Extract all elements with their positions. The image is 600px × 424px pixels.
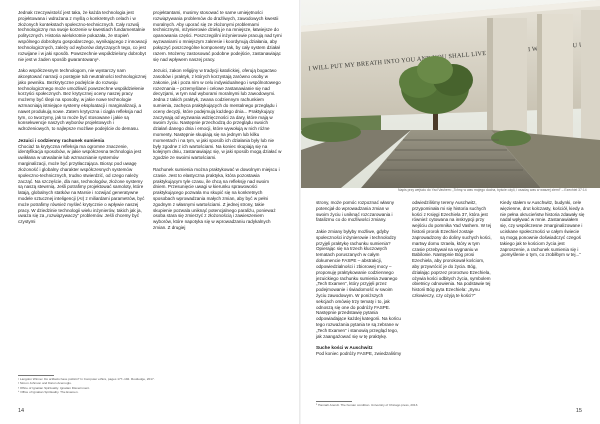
page-number-left: 14 — [18, 408, 25, 414]
page-number-right: 15 — [575, 408, 582, 414]
footnote-divider — [18, 375, 54, 376]
paragraph: strony, może pomóc rozpoznać własny potencjał do wprowadzania zmian w swoim życiu i uniknąć rozczarowania i fatalizmu co do możliwości zmiany. — [316, 200, 395, 223]
footnote: ⁵ Hannah Arendt. The human condition. University of Chicago press, 2013. — [316, 403, 419, 407]
section-heading: Jezuici i codzienny rachunek sumienia — [18, 137, 105, 143]
right-column-1 — [316, 200, 402, 363]
paragraph: Chociaż ta krytyczna refleksja ma ogromne znaczenie, identyfikacja sposobów, w jakie współczesna technologia jest uwikłana w utrwalanie lub wzmacnianie systemów marginalizacji, może być przytłaczająca. Biorąc pod uwagę złożoność i globalny charakter współczesnych systemów społeczno-technicznych, trudno stwierdzić, od czego należy zacząć. Na szczęście, dla nas, technologów, złożone systemy są naszą stewrnią. Jeśli potrafimy projektować samoloty, które latają, globalnych statków na Marsie i rozwijać generatywne modele sztucznej inteligencji (AI) z miliardami parametrów, być może potrafimy również myśleć krytycznie o wpływie naszej pracy. W dziedzinie technologii wielu inżynierów, takich jak ja, uważa się za „rozwiązywaczy” problemów. Jeśli chcemy być czystymi — [18, 143, 145, 225]
footnote: ³ Office of Ignatian Spirituality. Ignatian Discernment. — [18, 385, 90, 390]
paragraph: Jako współczesnym technologom, nie wystarczy nam akceptować narracji o postępie tub neutralności technologicznej jako pewniku. Bezkrytyczne podejście do rozwoju technologicznego może umożliwić powszechne współdzielenie korzyści społecznych. Bez krytycznej oceny naszej pracy możemy być ślepi na sposoby, w jakie nowe technologie wzmacniają istniejące systemy eksploatacji i marginalizacji, a nawet produkują nowe. Zatem krytyczna i ciągła refleksja nad tym, co tworzymy, jak to może być stosowane i jakie są konsekwencje naszych wyborów projektowych i wdrożeniowych, to najlepsze możliwe podejście do demasu. — [18, 68, 147, 132]
paragraph: Jednak rzeczywistość jest taka, że każda technologia jest projektowana i wdrażana z myślą o konkretnych celach i w złożonych kontekstach społeczno-technicznych. Cały rozwój technologiczny ma swoje korzenie w kwestiach fundamentalnie politycznych. Historia wielokrotnie pokazała, że stopień wspólnego dobrobytu gospodarczego, wynikającego z innowacji technologicznych, zależy od wyborów dotyczących tego, co jest rozwijane i w jaki sposób. Powszechnie współdzielony dobrobyt nie jest w żaden sposób gwarantowany¹. — [18, 10, 147, 62]
footnote: ² Simon Johnson and Daron Acemoglu. — [18, 381, 72, 386]
footnote: ⁴ Office of Ignatian Spirituality. The Examen. — [18, 389, 79, 394]
footnote: ¹ Langdon Winner. Do artifacts have politics? In Computer ethics, pages 177–192. Routledge, 2017. — [18, 377, 155, 381]
left-column-2 — [153, 10, 283, 237]
footnote-divider — [316, 401, 352, 402]
paragraph: Pod koniec podróży FASPE, zwiedzaliśmy — [316, 351, 402, 357]
yad-vashem-photo — [301, 0, 600, 188]
paragraph: Jakie zmiany byłyby możliwe, gdyby społeczności inżynierowie i technolodzy przyjęli praktykę rachunku sumienia? Opierając się na trzech kluczowych tematach poruszanych w całym dokumencie FASPE – abstrakcji, odpowiedzialności i zbiorowej mocy – proponuję praktykowanie codziennego jezuickiego rachunku sumienia zwanego „Tech Examen”, który przyjęli przez podejmowanie i świadomość w swoim życiu zawodowym. W poniższych sekcjach omówię trzy tematy i to, jak odnoszą się one do podróży FASPE. Następnie przedstawię pytania odpowiadające każdej kategorii. Na końcu tego rozważania pytania te są zebrane w „Tech Examen” i stanowią przegląd tego, jak zaangażować się w tę praktykę. — [316, 229, 401, 339]
left-column-1 — [18, 10, 147, 231]
right-column-3 — [500, 200, 585, 264]
section-heading: Suche kości w Auschwitz — [316, 345, 373, 351]
photo-illustration — [301, 0, 600, 188]
paragraph: projektantami, musimy stosować te same umiejętności rozwiązywania problemów do drażliwych, zawodowych kwestii moralnych. Aby uporać się ze złożonymi problemami technicznymi, inżynierowie dzielą je na mniejsze, łatwiejsze do opanowania części. Poszczególni inżynierowie pracują nad tymi wyzwaniami o mniejszym zakresie i koordynują działania, aby połączyć poszczególne komponenty tak, by cały system działał razem. Możemy zastosować podobne podejście, zastanawiając się nad wpływem naszej pracy. — [153, 10, 282, 62]
paragraph: Rachunek sumienia można praktykować w dowolnym miejscu i czasie. Jest to elastyczna praktyka, która pozostawia praktykującym tyle czasu, ile chcą na refleksję nad swoim dniem. Przesunięcie uwagi w kierunku sprawowości praktykującego pozwala mu skupić się na konkretnych sposobach wprowadzania małych zmian, aby być w pełni zgodnym z własnymi wartościami. Z jednej strony, takie skupienie pozwala uniknąć potencjalnego paraliżu, ponieważ osoba stara się zmierzyć z złożonością i zawieszeniem wyborów, które napotyka się w wprowadzaniu radykalnych zmian. Z drugiej — [153, 166, 280, 231]
paragraph: Kiedy stałem w Auschwitz, budynki, cele więzienne, drut kolczasty, kościół, kiedy a nie pełna okrucieństw historia zdawały się nadal wpływać w mnie. Zastanawiałem się, czy współczesne zmarginalizowane i uciskane społeczności w całym świecie są mogą ponownie doświadczyć czegoś takiego jak te kościom życia jest zaproszenie, a rachunek sumienia się i „pomyślenie o tym, co zrobiłbym w tej...” — [500, 200, 585, 258]
photo-caption: Napis przy wejściu do Yad Vashem: „Tchnę w was mojego ducha, byście ożyli, i osadzę was w waszej ziemi” – Ezechiel 37:14 — [398, 188, 587, 192]
paragraph: Jezuici, zakon religijny w tradycji katolickiej, oferują bogactwo zasobów i praktyk, z których korzystają zarówno osoby w zakonie, jak i poza nim w celu indywidualnego i wspólnotowego rozeznania – przemyślane i celowe zastanawianie się nad decyzjami, w tym nad wyborami moralnymi lub zawodowymi. Jedna z takich praktyk, zwana codziennym rachunkiem sumienia, zachęca praktykujących do mentalnego przeglądu i oceny decyzji, które podejmują każdego dnia... Praktykujący zaczynają od wyzwania wdzięczności za dary, które mają w swoim życiu. Następnie przechodzą do przeglądu swoich działań danego dnia i emocji, które wywołują w nich różne momenty. Następnie skupiają się na jednym lub kilku momentach i na tym, w jaki sposób ich działania były lub nie były zgodne z ich wartościami. Na koniec skupiają się na kolejnym dniu, zastanawiając się, w jaki sposób mogą działać w zgodzie ze swoimi wartościami. — [153, 68, 282, 161]
footnotes — [18, 377, 198, 394]
paragraph: odwiedziliśmy tereny Auschwitz, przypominała mi się historia suchych kości z Księgi Ezechiela 37, która jest również cytowana na inskrypcji przy wejściu do pomnika Yad Vashem. W tej historii prorok Ezechiel zostaje zaprowadzony do doliny suchych kości, martwy domu Izraela, który w tym czasie przebywał na wygnaniu w Babilonie. Następnie Bóg prosi Ezechiela, aby prorokował kościom, aby przywrócić je do życia. Bóg, działając poprzez proroctwo Ezechiela, ożywia kości odbitych życia, symbolem obietnicy odnowienia. Na podstawie tej historii Bóg pyta Ezechiela: „Synu człowieczy, czy ożyją te kości?” — [412, 200, 492, 298]
right-column-2 — [412, 200, 492, 305]
